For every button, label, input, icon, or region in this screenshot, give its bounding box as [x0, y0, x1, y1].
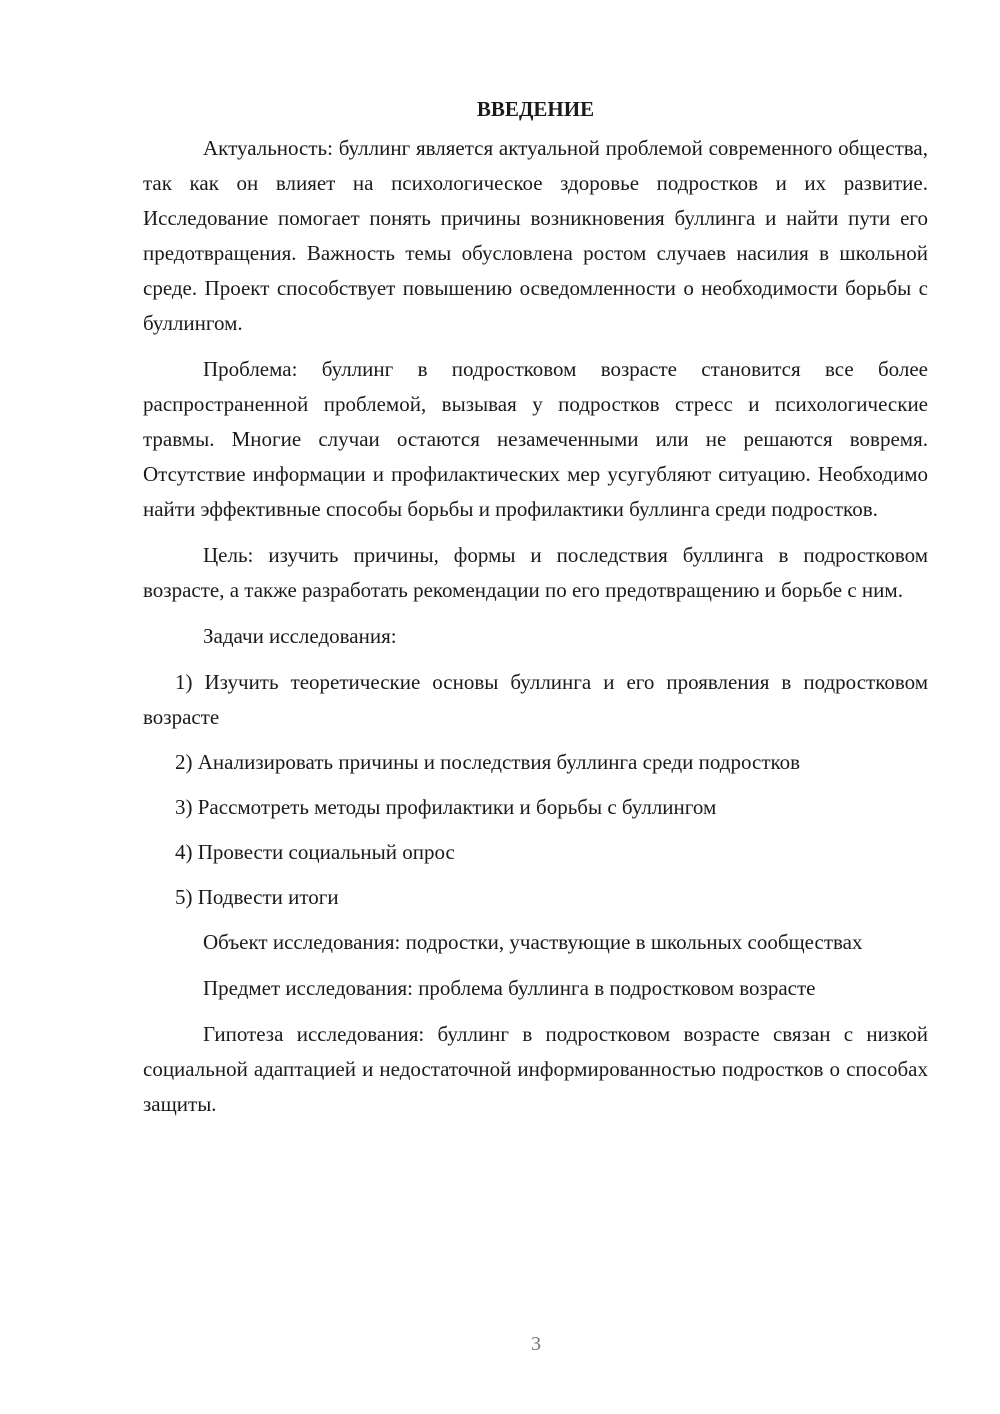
goal-paragraph: Цель: изучить причины, формы и последствия буллинга в подростковом возрасте, а также разработать рекомендации по его предотвращению и борьбе с ним.: [143, 543, 928, 602]
task-item-2: 2) Анализировать причины и последствия буллинга среди подростков: [175, 750, 801, 774]
relevance-paragraph: Актуальность: буллинг является актуальной проблемой современного общества, так как он влияет на психологическое здоровье подростков и их развитие. Исследование помогает понять причины возникновения буллинга и найти пути его предотвращения. Важность темы обусловлена ростом случаев насилия в школьной среде. Проект способствует повышению осведомленности о необходимости борьбы с буллингом.: [143, 136, 928, 335]
page-number: 3: [531, 1333, 541, 1355]
tasks-heading: Задачи исследования:: [203, 624, 397, 648]
object-paragraph: Объект исследования: подростки, участвующие в школьных сообществах: [203, 930, 863, 954]
problem-paragraph: Проблема: буллинг в подростковом возрасте становится все более распространенной проблемой, вызывая у подростков стресс и психологические травмы. Многие случаи остаются незамеченными или не решаются вовремя. Отсутствие информации и профилактических мер усугубляют ситуацию. Необходимо найти эффективные способы борьбы и профилактики буллинга среди подростков.: [143, 357, 928, 521]
task-item-3: 3) Рассмотреть методы профилактики и борьбы с буллингом: [175, 795, 717, 819]
subject-paragraph: Предмет исследования: проблема буллинга в подростковом возрасте: [203, 976, 816, 1000]
task-item-4: 4) Провести социальный опрос: [175, 840, 455, 864]
hypothesis-paragraph: Гипотеза исследования: буллинг в подростковом возрасте связан с низкой социальной адаптацией и недостаточной информированностью подростков о способах защиты.: [143, 1022, 928, 1116]
task-item-5: 5) Подвести итоги: [175, 885, 339, 909]
page-content: [143, 92, 928, 1133]
section-title: ВВЕДЕНИЕ: [476, 97, 595, 121]
task-item-1: 1) Изучить теоретические основы буллинга и его проявления в подростковом возрасте: [143, 670, 928, 729]
